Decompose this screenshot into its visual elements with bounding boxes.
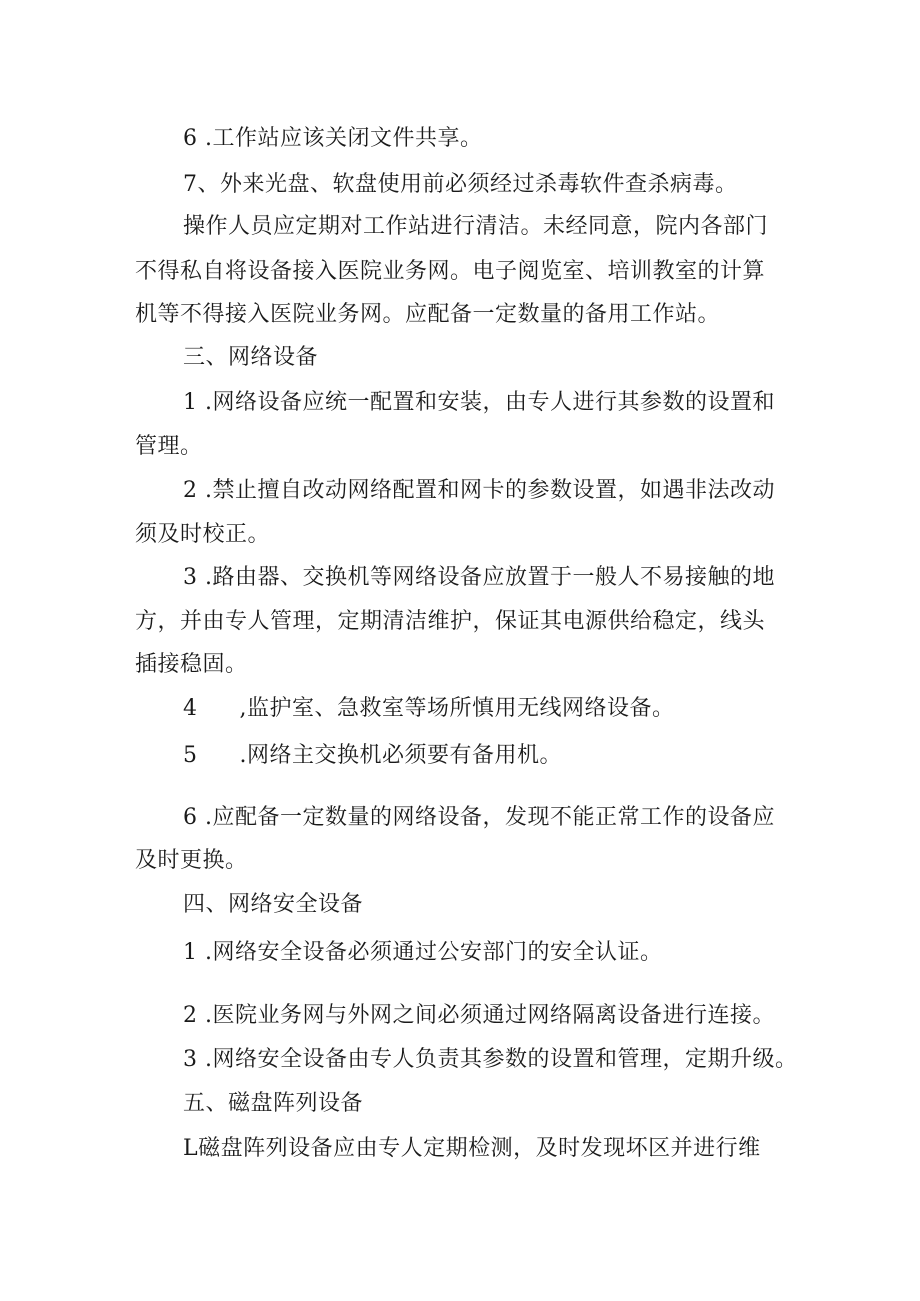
sec-item-2: 2 .医院业务网与外网之间必须通过网络隔离设备进行连接。 bbox=[183, 1003, 775, 1028]
net-item-4 bbox=[183, 694, 675, 724]
net-item-2-line-2: 须及时校正。 bbox=[135, 522, 271, 547]
net-item-3-line-3: 插接稳固。 bbox=[135, 652, 248, 677]
net-item-3-line-1: 3 .路由器、交换机等网络设备应放置于一般人不易接触的地 bbox=[183, 565, 775, 590]
section-heading-network-devices: 三、网络设备 bbox=[183, 345, 319, 370]
item-6-workstation-file-sharing: 6 .工作站应该关闭文件共享。 bbox=[183, 126, 483, 151]
net-item-1-line-2: 管理。 bbox=[135, 434, 203, 459]
paragraph-line-cleaning-1: 操作人员应定期对工作站进行清洁。未经同意，院内各部门 bbox=[183, 214, 769, 239]
net-item-5-text: .网络主交换机必须要有备用机。 bbox=[239, 743, 562, 768]
net-item-4-number: 4 bbox=[183, 696, 198, 721]
paragraph-line-cleaning-2: 不得私自将设备接入医院业务网。电子阅览室、培训教室的计算 bbox=[135, 259, 766, 284]
net-item-4-text: ,监护室、急救室等场所慎用无线网络设备。 bbox=[239, 696, 675, 721]
net-item-6-line-2: 及时更换。 bbox=[135, 848, 248, 873]
net-item-6-line-1: 6 .应配备一定数量的网络设备，发现不能正常工作的设备应 bbox=[183, 805, 775, 830]
paragraph-line-cleaning-3: 机等不得接入医院业务网。应配备一定数量的备用工作站。 bbox=[135, 302, 721, 327]
net-item-5 bbox=[183, 741, 562, 771]
item-7-external-disc-antivirus: 7、外来光盘、软盘使用前必须经过杀毒软件查杀病毒。 bbox=[183, 172, 738, 197]
section-heading-network-security: 四、网络安全设备 bbox=[183, 892, 364, 917]
net-item-2-line-1: 2 .禁止擅自改动网络配置和网卡的参数设置，如遇非法改动 bbox=[183, 478, 775, 503]
net-item-5-number: 5 bbox=[183, 743, 198, 768]
sec-item-3: 3 .网络安全设备由专人负责其参数的设置和管理，定期升级。 bbox=[183, 1047, 798, 1072]
disk-item-1-line-1: L磁盘阵列设备应由专人定期检测，及时发现坏区并进行维 bbox=[183, 1136, 761, 1161]
section-heading-disk-array: 五、磁盘阵列设备 bbox=[183, 1091, 364, 1116]
sec-item-1: 1 .网络安全设备必须通过公安部门的安全认证。 bbox=[183, 940, 663, 965]
net-item-1-line-1: 1 .网络设备应统一配置和安装，由专人进行其参数的设置和 bbox=[183, 390, 775, 415]
net-item-3-line-2: 方，并由专人管理，定期清洁维护，保证其电源供给稳定，线头 bbox=[135, 609, 766, 634]
